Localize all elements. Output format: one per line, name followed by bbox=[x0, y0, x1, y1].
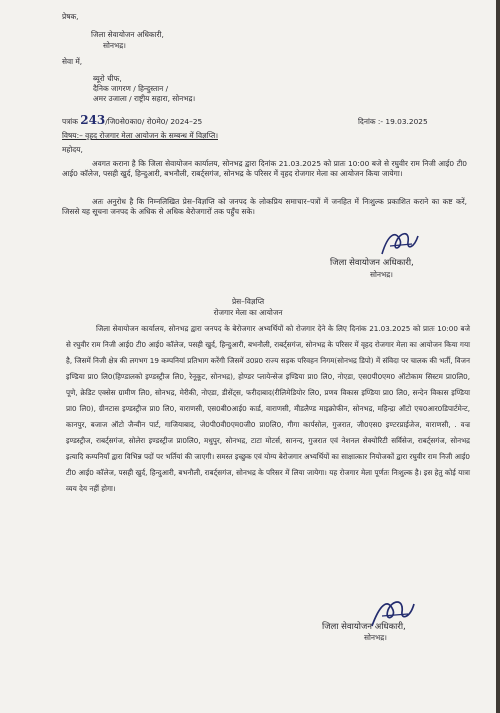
paragraph-2: अतः अनुरोध है कि निम्नलिखित प्रेस–विज्ञप्ति को जनपद के लोकप्रिय समाचार–पत्रों में जनहित में निःशुल्क प्रकाशित कराने का कष्ट करें, जिससे यह सूचना जनपद के अधिक से अधिक बेरोजगारों तक पहुँच सके। bbox=[62, 197, 467, 216]
from-name: जिला सेवायोजन अधिकारी, bbox=[91, 30, 164, 39]
press-signatory-title: जिला सेवायोजन अधिकारी, bbox=[322, 622, 406, 632]
press-heading: प्रेस–विज्ञप्ति bbox=[231, 297, 265, 306]
press-body: जिला सेवायोजन कार्यालय, सोनभद्र द्वारा जनपद के बेरोजगार अभ्यर्थियों को रोजगार देने के लिए दिनांक 21.03.2025 को प्रातः 10:00 बजे से रघुवीर राम निजी आई0 टी0 आई0 कॉलेज, पसही खुर्द, हिन्दुआरी, बभनौली, राबर्ट्सगंज, सोनभद्र के परिसर में वृहद रोजगार मेला का आयोजन किया गया है, जिसमें निजी क्षेत्र की लगभग 19 कम्पनियां प्रतिभाग करेंगी जिसमें उ0प्र0 राज्य सड़क परिवहन निगम(सोनभद्र डिपो) में संविदा पर चालक की भर्ती, विजन इण्डिया प्रा0 लि0(हिण्डालको इण्डस्ट्रीज लि0, रेनूकूट, सोनभद्र), होण्डर प्लायेन्सेज इण्डिया प्रा0 लि0, नोएडा, एस0पी0एम0 ऑटोकाम सिस्टम प्रा0लि0, पूणे, क्रेडिट एक्सेस ग्रामीण लि0, सोनभद्र, मेरीकी, नोएडा, डीसेंट्स, फरीदाबाद(रीलिमेडियोर लि0, प्रणव विकास इण्डिया प्रा0 लि0, सन्देन विकास इण्डिया प्रा0 लि0), ग्रीनटास इण्डस्ट्रीज प्रा0 लि0, वाराणसी, एस0बी0आई0 कार्ड, वाराणसी, मीडलैण्ड माइक्रोफीन, सोनभद्र, महिन्द्रा ऑटो एच0आर0डिपार्टमेन्ट, कानपुर, बजाज ऑटो जैन्वीन पार्ट, गाजियाबाद, जे0पी0वी0एम0जी0 प्रा0लि0, गीगा कार्पसोल, गुजरात, जी0एस0 इण्टरप्राईजेज, वाराणसी, . वज्र इण्डस्ट्रीज, राबर्ट्सगंज, सोलेरा इण्डस्ट्रीज प्रा0लि0, मधुपुर, सोनभद्र, टाटा मोटर्स, सानन्द, गुजरात एवं नेशनल सेक्योरिटी सर्विसेज, राबर्ट्सगंज, सोनभद्र इत्यादि कम्पनियाँ द्वारा विभिन्न पदों पर भर्तियां की जाएगी। समस्त इच्छुक एवं योग्य बेरोजगार अभ्यर्थियों का साक्षात्कार नियोजकों द्वारा रघुवीर राम निजी आई0 टी0 आई0 कॉलेज, पसही खुर्द, हिन्दुआरी, बभनौली, राबर्ट्सगंज, सोनभद्र के परिसर में लिया जायेगा। यह रोजगार मेला पूर्णतः निःशुल्क है। इस हेतु कोई यात्रा व्यय देय नहीं होगा। bbox=[66, 324, 470, 493]
press-signatory-place: सोनभद्र। bbox=[364, 633, 387, 642]
ref-prefix: पत्रांक bbox=[62, 117, 78, 126]
paragraph-1: अवगत कराना है कि जिला सेवायोजन कार्यालय, सोनभद्र द्वारा दिनांक 21.03.2025 को प्रातः 10:00 बजे से रघुवीर राम निजी आई0 टी0 आई0 कॉलेज, पसही खुर्द, हिन्दुआरी, बभनौली, राबर्ट्सगंज, सोनभद्र के परिसर में वृहद रोजगार मेला का आयोजन किया जायेगा। bbox=[62, 159, 467, 178]
from-place: सोनभद्र। bbox=[103, 41, 126, 50]
reference-line bbox=[62, 115, 202, 127]
signatory-place: सोनभद्र। bbox=[370, 270, 393, 279]
from-label: प्रेषक, bbox=[62, 12, 79, 21]
salutation: महोदय, bbox=[62, 145, 83, 154]
letter-date: दिनांक :- 19.03.2025 bbox=[358, 117, 428, 126]
to-line-2: दैनिक जागरण / हिन्दुस्तान / bbox=[93, 84, 169, 93]
to-line-3: अमर उजाला / राष्ट्रीय सहारा, सोनभद्र। bbox=[93, 94, 196, 103]
press-subheading: रोजगार मेला का आयोजन bbox=[213, 308, 283, 317]
to-label: सेवा में, bbox=[62, 57, 83, 66]
signature-mark bbox=[378, 228, 422, 258]
ref-rest: /जि0से0का0/ रो0मे0/ 2024–25 bbox=[105, 117, 203, 126]
ref-number: 243 bbox=[80, 113, 106, 127]
signatory-title: जिला सेवायोजन अधिकारी, bbox=[330, 258, 414, 268]
subject-line: विषय:– वृहद रोजगार मेला आयोजन के सम्बन्ध में विज्ञप्ति। bbox=[62, 131, 218, 140]
to-line-1: ब्यूरो चीफ, bbox=[93, 74, 122, 83]
